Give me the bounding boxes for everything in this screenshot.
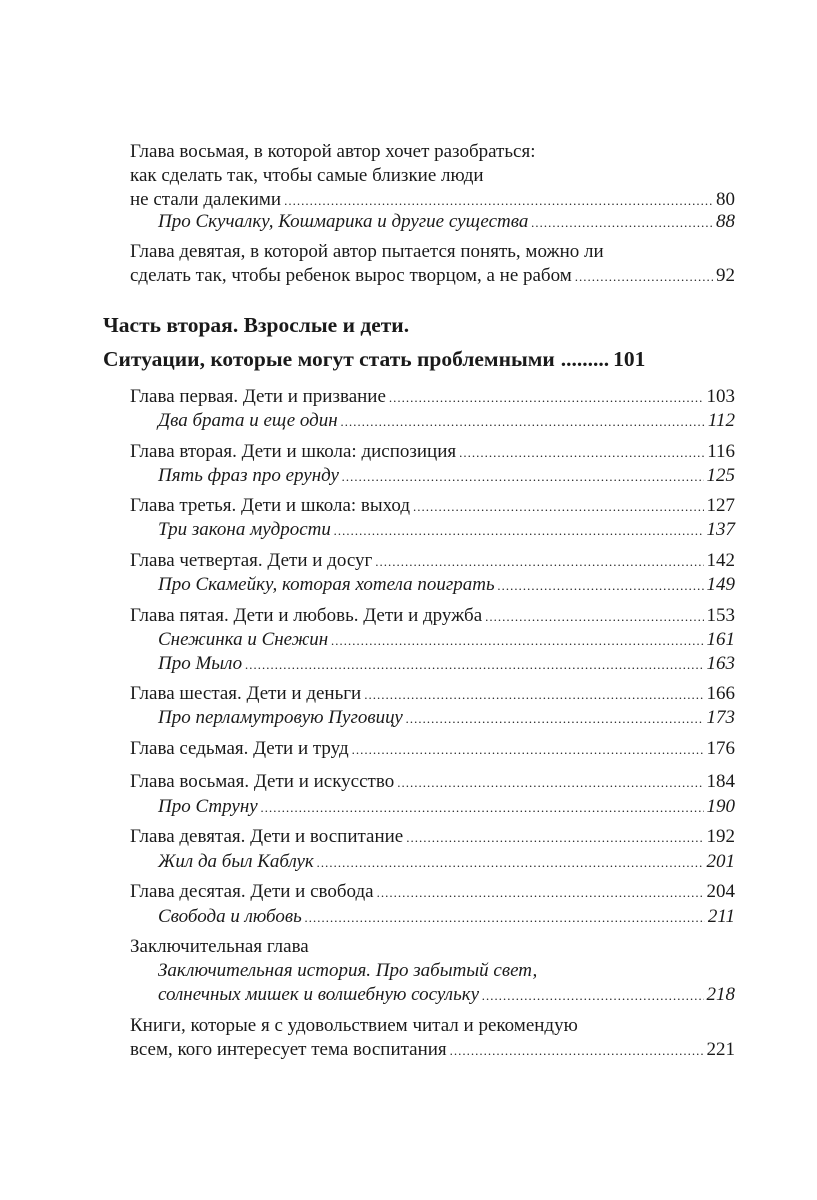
toc-page-number: 221 [706,1039,735,1060]
toc-part-two [103,308,735,376]
toc-title: Заключительная глава [130,936,309,957]
toc-title: Глава четвертая. Дети и досуг [130,550,373,571]
toc-page-number: 125 [706,465,735,486]
toc-title: солнечных мишек и волшебную сосульку [158,984,480,1005]
toc-page-number: 80 [716,189,735,210]
toc-title: Жил да был Каблук [158,851,314,872]
toc-books [130,1014,735,1063]
toc-chapter-8 [130,140,735,213]
toc-story [158,464,735,489]
toc-page-number: 190 [706,796,735,817]
toc-title: Про Скучалку, Кошмарика и другие существа [158,211,529,232]
toc-entry [130,385,735,410]
part-title: Ситуации, которые могут стать проблемными [103,347,555,371]
toc-page-number: 103 [706,386,735,407]
toc-story [158,210,735,235]
toc-page-number: 127 [706,495,735,516]
toc-page-number: 101 [613,347,646,371]
toc-title: Два брата и еще один [158,410,338,431]
toc-title: Про Струну [158,796,258,817]
toc-final-chapter [130,935,735,959]
toc-page-number: 116 [707,441,735,462]
toc-story [158,652,735,677]
toc-entry [130,604,735,629]
toc-page-number: 142 [706,550,735,571]
toc-page-number: 184 [706,771,735,792]
toc-page-number: 166 [706,683,735,704]
toc-title: Снежинка и Снежин [158,629,329,650]
toc-story [158,409,735,434]
toc-title: всем, кого интересует тема воспитания [130,1039,447,1060]
toc-entry [130,682,735,707]
toc-page-number: 204 [706,881,735,902]
toc-title: Глава пятая. Дети и любовь. Дети и дружба [130,605,483,626]
toc-entry [130,880,735,905]
toc-title: Глава первая. Дети и призвание [130,386,386,407]
toc-entry [130,549,735,574]
toc-story [158,706,735,731]
toc-page-number: 173 [706,707,735,728]
toc-story [158,905,735,930]
toc-title: не стали далекими [130,189,282,210]
toc-page-number: 201 [706,851,735,872]
toc-line: Заключительная история. Про забытый свет, [158,960,538,981]
toc-entry [130,494,735,519]
toc-title: Глава десятая. Дети и свобода [130,881,374,902]
toc-title: Про перламутровую Пуговицу [158,707,403,728]
toc-title: сделать так, чтобы ребенок вырос творцом, а не рабом [130,265,572,286]
toc-line: как сделать так, чтобы самые близкие люди [130,165,484,186]
toc-title: Пять фраз про ерунду [158,465,339,486]
toc-title: Глава девятая. Дети и воспитание [130,826,404,847]
toc-page-number: 153 [706,605,735,626]
toc-page-number: 161 [706,629,735,650]
toc-page-number: 92 [716,265,735,286]
toc-page-number: 218 [706,984,735,1005]
toc-entry [130,737,735,762]
toc-entry [130,770,735,795]
toc-page-number: 137 [706,519,735,540]
toc-story [158,573,735,598]
part-title-line: Часть вторая. Взрослые и дети. [103,313,410,337]
toc-story [158,850,735,875]
toc-entry [130,440,735,465]
toc-page-number: 211 [707,906,735,927]
toc-entry [130,825,735,850]
toc-line: Глава восьмая, в которой автор хочет разобраться: [130,141,536,162]
toc-story [158,959,735,1008]
toc-title: Про Мыло [158,653,243,674]
toc-line: Глава девятая, в которой автор пытается понять, можно ли [130,241,604,262]
toc-page-number: 112 [707,410,735,431]
toc-title: Три закона мудрости [158,519,331,540]
toc-line: Книги, которые я с удовольствием читал и рекомендую [130,1015,578,1036]
toc-chapter-9 [130,240,735,289]
toc-story [158,518,735,543]
toc-story [158,628,735,653]
toc-page-number: 192 [706,826,735,847]
toc-title: Свобода и любовь [158,906,302,927]
toc-page-number: 88 [716,211,735,232]
toc-title: Глава шестая. Дети и деньги [130,683,362,704]
toc-title: Глава восьмая. Дети и искусство [130,771,395,792]
toc-title: Про Скамейку, которая хотела поиграть [158,574,495,595]
toc-story [158,795,735,820]
toc-title: Глава седьмая. Дети и труд [130,738,349,759]
toc-page-number: 176 [706,738,735,759]
toc-page-number: 163 [706,653,735,674]
toc-page-number: 149 [706,574,735,595]
toc-title: Глава вторая. Дети и школа: диспозиция [130,441,457,462]
toc-title: Глава третья. Дети и школа: выход [130,495,411,516]
